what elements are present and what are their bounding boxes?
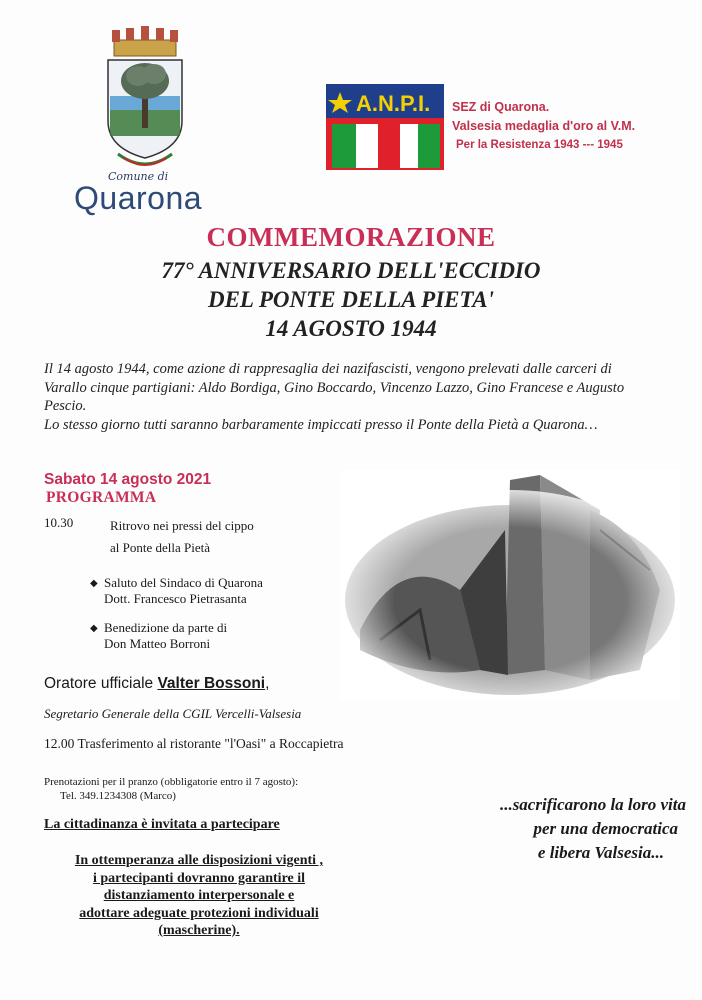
saluto-line-1: Saluto del Sindaco di Quarona [104,575,263,590]
speaker-label: Oratore ufficiale [44,675,158,692]
program-heading: PROGRAMMA [46,489,157,506]
notice-line-5: (mascherine). [158,923,240,938]
comune-crest-logo [100,26,190,176]
bridge-photo [340,470,680,700]
speaker-name: Valter Bossoni [157,675,266,692]
anpi-line-3: Per la Resistenza 1943 --- 1945 [456,139,623,151]
anpi-logo [326,84,444,170]
event-date: Sabato 14 agosto 2021 [44,471,212,488]
ritrovo-line-1: Ritrovo nei pressi del cippo [110,518,254,533]
anpi-line-2: Valsesia medaglia d'oro al V.M. [452,119,636,133]
main-title: COMMEMORAZIONE [206,222,496,252]
intro-paragraph-2: Lo stesso giorno tutti saranno barbaramente impiccati presso il Ponte della Pietà a Quarona… [44,416,598,433]
comune-name: Quarona [74,180,203,216]
speaker-line [44,675,269,693]
speaker-comma: , [265,675,270,692]
speaker-title: Segretario Generale della CGIL Vercelli-Valsesia [44,706,302,721]
invite-text: La cittadinanza è invitata a partecipare [44,817,280,832]
diamond-bullet-icon: ◆ [90,578,98,589]
time-1030: 10.30 [44,515,74,530]
subtitle-line-3: 14 AGOSTO 1944 [265,316,437,341]
benedizione-line-2: Don Matteo Borroni [104,636,211,651]
comune-small-label: Comune di [108,170,169,183]
ritrovo-item [110,515,254,559]
bullet-saluto [90,575,263,607]
anpi-section-text [452,98,635,155]
anpi-line-1: SEZ di Quarona. [452,100,550,114]
notice-line-1: In ottemperanza alle disposizioni vigenti , [74,853,324,868]
intro-text [44,360,644,434]
transfer-line: 12.00 Trasferimento al ristorante "l'Oasi" a Roccapietra [44,736,344,751]
anpi-logo-text: A.N.P.I. [356,91,431,116]
notice-line-4: adottare adeguate protezioni individuali [79,905,319,921]
notice-line-2: i partecipanti dovranno garantire il [92,870,306,886]
booking-phone: Tel. 349.1234308 (Marco) [60,790,176,802]
bullet-benedizione [90,620,227,652]
quote-line-1: ...sacrificarono la loro vita [499,795,686,814]
quote-line-3: e libera Valsesia... [537,843,664,862]
benedizione-line-1: Benedizione da parte di [104,620,228,635]
booking-line-1: Prenotazioni per il pranzo (obbligatorie entro il 7 agosto): [44,776,299,788]
intro-paragraph-1: Il 14 agosto 1944, come azione di rappresaglia dei nazifascisti, vengono prelevati dalle carceri di Varallo cinque partigiani: Aldo Bordiga, Gino Boccardo, Vincenzo Lazzo, Gino Francese e Augusto Pescio. [44,361,625,414]
diamond-bullet-icon: ◆ [90,623,98,634]
booking-info [44,775,298,803]
saluto-line-2: Dott. Francesco Pietrasanta [104,591,247,606]
covid-notice [44,852,354,940]
notice-line-3: distanziamento interpersonale e [103,888,295,903]
ritrovo-line-2: al Ponte della Pietà [110,540,211,555]
closing-quote [390,793,700,865]
quote-line-2: per una democratica [533,819,678,838]
subtitle-line-1: 77° ANNIVERSARIO DELL'ECCIDIO [161,258,541,283]
subtitle-line-2: DEL PONTE DELLA PIETA' [207,287,495,312]
